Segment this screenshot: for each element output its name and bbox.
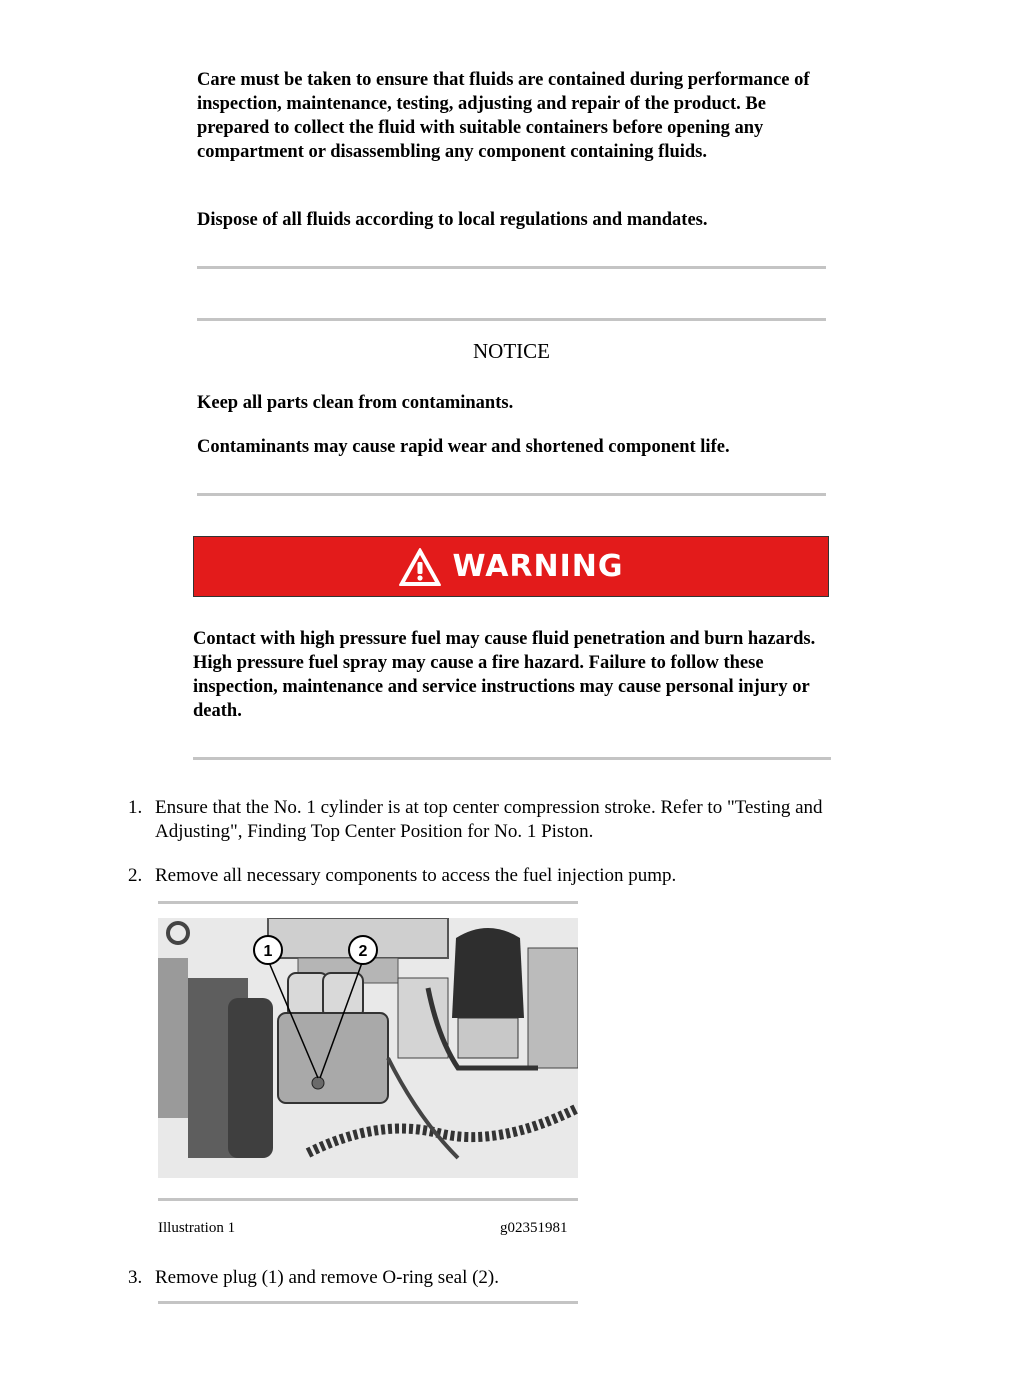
step-3 bbox=[128, 1266, 908, 1290]
step-2 bbox=[128, 864, 908, 888]
step-text: Remove plug (1) and remove O-ring seal (2). bbox=[155, 1267, 500, 1288]
warning-text: Contact with high pressure fuel may cause fluid penetration and burn hazards. High pressure fuel spray may cause a fire hazard. Failure to follow these inspection, maintenance and service instructions may cause personal injury or death. bbox=[193, 629, 816, 721]
fuel-pump-illustration bbox=[158, 918, 578, 1178]
notice-line-2: Contaminants may cause rapid wear and shortened component life. bbox=[197, 437, 730, 457]
warning-triangle-icon bbox=[398, 547, 442, 587]
step-number: 2. bbox=[128, 865, 143, 886]
warning-banner bbox=[193, 536, 829, 597]
notice-title: NOTICE bbox=[473, 339, 550, 363]
divider bbox=[158, 1198, 578, 1201]
divider bbox=[158, 1301, 578, 1304]
divider bbox=[197, 266, 826, 269]
caution-paragraph-2: Dispose of all fluids according to local regulations and mandates. bbox=[197, 210, 708, 230]
illustration-image bbox=[158, 918, 578, 1178]
illustration-ref: g02351981 bbox=[500, 1220, 568, 1236]
callout-1: 1 bbox=[263, 943, 273, 960]
divider bbox=[193, 757, 831, 760]
step-number: 3. bbox=[128, 1267, 143, 1288]
divider bbox=[197, 318, 826, 321]
step-text: Ensure that the No. 1 cylinder is at top center compression stroke. Refer to "Testing and Adjusting", Finding Top Center Position for No. 1 Piston. bbox=[155, 797, 823, 842]
notice-line-1: Keep all parts clean from contaminants. bbox=[197, 393, 514, 413]
divider bbox=[158, 901, 578, 904]
step-number: 1. bbox=[128, 797, 143, 818]
caution-paragraph-1: Care must be taken to ensure that fluids are contained during performance of inspection, maintenance, testing, adjusting and repair of the product. Be prepared to collect the fluid with suitable containers before opening any compartment or disassembling any component containing fluids. bbox=[197, 70, 810, 162]
illustration-caption: Illustration 1 bbox=[158, 1220, 236, 1236]
warning-label: WARNING bbox=[452, 549, 624, 584]
divider bbox=[197, 493, 826, 496]
step-text: Remove all necessary components to access the fuel injection pump. bbox=[155, 865, 677, 886]
callout-2: 2 bbox=[358, 943, 368, 960]
step-1 bbox=[128, 796, 908, 844]
